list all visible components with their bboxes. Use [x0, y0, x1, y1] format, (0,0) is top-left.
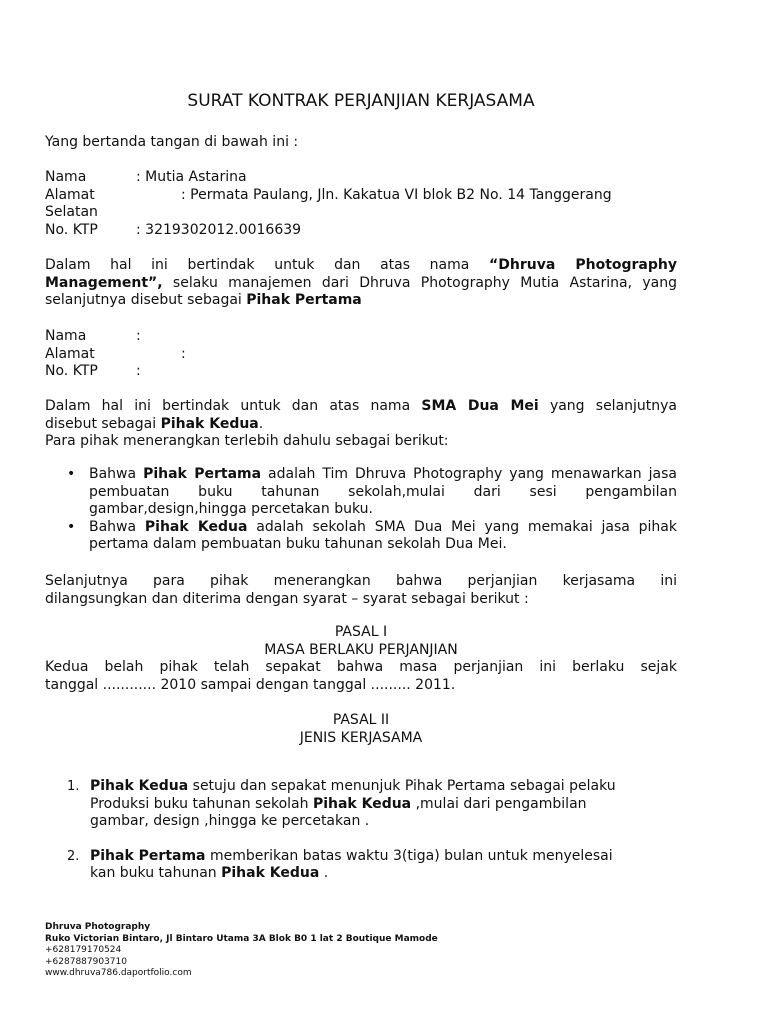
terms-intro — [45, 573, 677, 608]
list-item — [45, 519, 677, 554]
pasal1-section — [45, 624, 677, 694]
party1-para-text2: selaku manajemen dari Dhruva Photography Mutia Astarina, yang — [162, 274, 677, 291]
preliminary-statement: Para pihak menerangkan terlebih dahulu sebagai berikut: — [45, 433, 449, 449]
party2-designation: Pihak Kedua — [160, 415, 259, 432]
party1-ktp-label: No. KTP — [45, 221, 98, 238]
party1-address-value: : Permata Paulang, Jln. Kakatua VI blok B2 No. 14 Tanggerang — [181, 186, 612, 203]
item2-text1: memberikan batas waktu 3(tiga) bulan untuk menyelesai — [205, 847, 613, 864]
party1-identity — [45, 169, 677, 239]
recital-party: Pihak Pertama — [143, 466, 262, 482]
pasal1-subheading: MASA BERLAKU PERJANJIAN — [264, 641, 458, 658]
item2-text2: kan buku tahunan — [90, 865, 222, 881]
pasal2-subheading: JENIS KERJASAMA — [299, 729, 423, 746]
item1-text3: ,mulai dari pengambilan — [411, 795, 587, 812]
pasal1-heading: PASAL I — [334, 624, 388, 640]
party1-name-value: : Mutia Astarina — [136, 169, 247, 185]
party2-ktp-label: No. KTP — [45, 363, 98, 379]
party1-designation: Pihak Pertama — [246, 292, 362, 308]
pasal1-text-line1: Kedua belah pihak telah sepakat bahwa masa perjanjian ini berlaku sejak — [45, 659, 677, 675]
party2-name-label: Nama — [45, 328, 87, 344]
bullet-icon: • — [67, 466, 76, 482]
terms-intro-line1: Selanjutnya para pihak menerangkan bahwa perjanjian kerjasama ini — [45, 573, 677, 589]
footer-phone: +6287887903710 — [45, 956, 127, 967]
letterhead-footer — [45, 922, 438, 980]
list-item — [45, 466, 677, 519]
party2-org-name: SMA Dua Mei — [421, 398, 539, 414]
party1-para-text1: Dalam hal ini bertindak untuk dan atas nama — [45, 257, 490, 273]
party2-para-line1 — [45, 398, 677, 416]
party1-para-line1 — [45, 257, 677, 275]
recital-party: Pihak Kedua — [144, 518, 248, 535]
item-number: 1. — [67, 779, 80, 794]
pasal2-section — [45, 712, 677, 747]
party2-name-row — [45, 328, 677, 346]
item1-party: Pihak Kedua — [90, 778, 189, 794]
pasal2-heading: PASAL II — [332, 712, 390, 728]
item2-line2 — [90, 865, 677, 883]
party2-ktp-value: : — [136, 363, 141, 379]
footer-phone: +628179170524 — [45, 945, 122, 955]
party1-address-row — [45, 187, 677, 205]
party2-address-label: Alamat — [45, 345, 95, 362]
party2-name-value: : — [136, 328, 141, 344]
party2-para-period: . — [258, 415, 264, 432]
party2-para-text3: disebut sebagai — [45, 415, 161, 432]
item2-line1 — [90, 848, 677, 866]
recital-text: Bahwa — [89, 466, 144, 482]
recital-text: adalah sekolah SMA Dua Mei yang memakai jasa pihak pertama dalam pembuatan buku tahunan sekolah Dua Mei. — [89, 518, 677, 552]
document-title: SURAT KONTRAK PERJANJIAN KERJASAMA — [187, 91, 535, 111]
party2-paragraph — [45, 398, 677, 451]
party1-para-line3 — [45, 292, 677, 310]
party1-ktp-value: : 3219302012.0016639 — [136, 221, 302, 238]
party1-paragraph — [45, 257, 677, 310]
item1-party2: Pihak Kedua — [312, 795, 412, 812]
party2-para-line2 — [45, 416, 677, 434]
party1-org-name-part2: Management”, — [45, 274, 163, 291]
terms-intro-line2: dilangsungkan dan diterima dengan syarat – syarat sebagai berikut : — [45, 590, 529, 607]
intro-text: Yang bertanda tangan di bawah ini : — [45, 134, 299, 150]
item-number: 2. — [67, 848, 80, 864]
item1-line3: gambar, design ,hingga ke percetakan . — [90, 813, 370, 829]
party1-name-label: Nama — [45, 169, 87, 185]
item2-text3: . — [319, 865, 329, 881]
list-item — [45, 778, 677, 831]
party1-name-row — [45, 169, 677, 187]
recital-text: adalah Tim Dhruva Photography yang menawarkan jasa pembuatan buku tahunan sekolah,mulai dari sesi pengambilan gambar,design,hingga percetakan buku. — [89, 466, 677, 517]
item2-party: Pihak Pertama — [90, 847, 206, 864]
recitals-list — [45, 466, 677, 554]
item1-line1 — [90, 778, 677, 796]
recitals-list-wrap — [45, 466, 677, 554]
party1-ktp-row — [45, 222, 677, 240]
party2-identity — [45, 328, 677, 381]
footer-website: www.dhruva786.daportfolio.com — [45, 968, 192, 978]
party2-para-text1: Dalam hal ini bertindak untuk dan atas nama — [45, 398, 422, 414]
item1-text1: setuju dan sepakat menunjuk Pihak Pertama sebagai pelaku — [188, 778, 616, 794]
party1-para-text3: selanjutnya disebut sebagai — [45, 292, 247, 308]
party2-address-value: : — [181, 345, 186, 362]
recital-text: Bahwa — [89, 518, 145, 535]
footer-address: Ruko Victorian Bintaro, Jl Bintaro Utama 3A Blok B0 1 lat 2 Boutique Mamode — [45, 933, 438, 944]
bullet-icon: • — [67, 518, 76, 535]
party1-address-continuation: Selatan — [45, 204, 98, 220]
party2-para-text2: yang selanjutnya — [538, 398, 678, 414]
party2-address-row — [45, 346, 677, 364]
item1-text2: Produksi buku tahunan sekolah — [90, 795, 313, 812]
footer-company: Dhruva Photography — [45, 922, 151, 932]
pasal1-text-line2: tanggal ............ 2010 sampai dengan tanggal ......... 2011. — [45, 676, 456, 693]
party1-para-line2 — [45, 275, 677, 293]
item1-line2 — [90, 796, 677, 814]
list-item — [45, 848, 677, 883]
party1-org-name-part1: “Dhruva Photography — [489, 257, 677, 273]
pasal2-list-wrap — [45, 778, 677, 883]
party1-address-label: Alamat — [45, 186, 95, 203]
item2-party2: Pihak Kedua — [221, 865, 320, 881]
party2-ktp-row — [45, 363, 677, 381]
pasal2-list — [45, 778, 677, 883]
